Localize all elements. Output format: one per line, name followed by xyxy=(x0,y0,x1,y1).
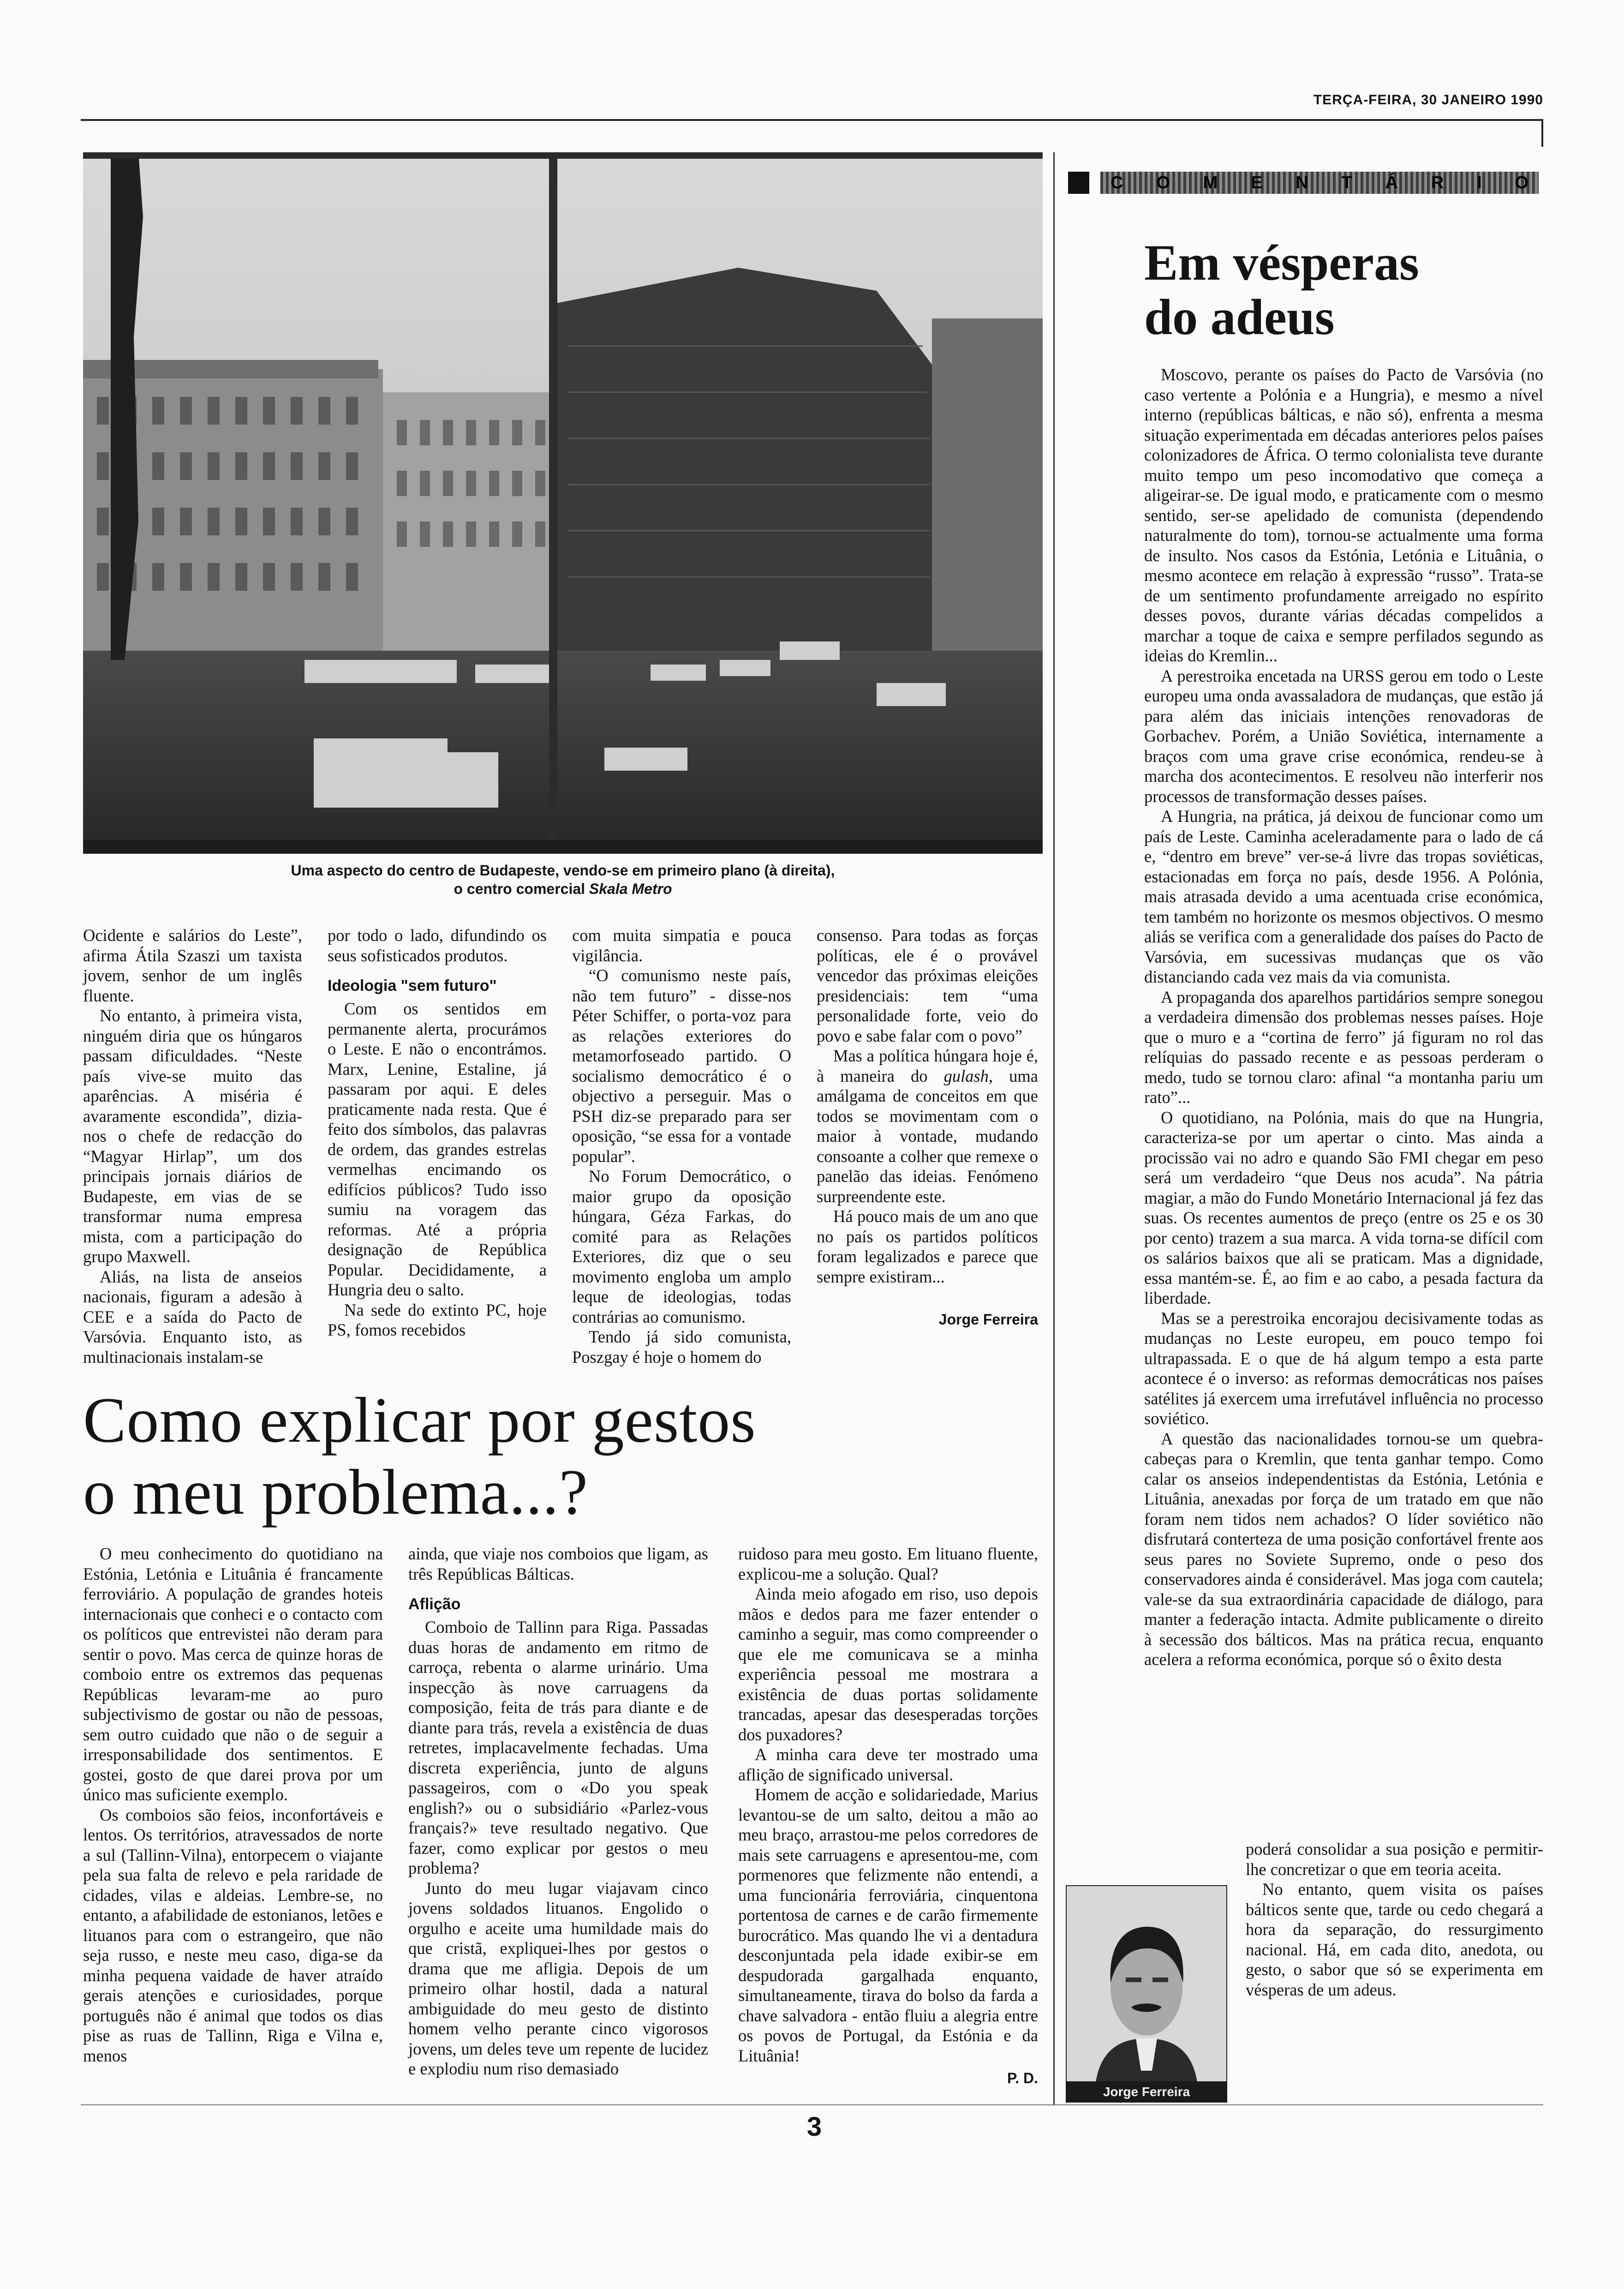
article2-headline xyxy=(83,1384,1052,1528)
article2-byline: P. D. xyxy=(1007,2070,1038,2086)
article2-headline-line1: Como explicar por gestos xyxy=(83,1384,756,1456)
commentary-p5: O quotidiano, na Polónia, mais do que na Hungria, caracteriza-se por um apertar o cinto. Mas ainda a procissão vai no adro e quando São FMI chegar em peso será um verdadeiro “que Deus nos acuda”. Na pátria magiar, a mão do Fundo Monetário Internacional já fez das suas. Os recentes aumentos de preço (entre os 25 e os 30 por cento) trazem a sua marca. A vida torna-se difícil com os salários baixos que ali se praticam. Mas a dignidade, essa mantém-se. É, ao fim e ao cabo, a pesada factura da liberdade. xyxy=(1144,1108,1543,1307)
photo-caption xyxy=(83,861,1043,898)
banner-letter: O xyxy=(1515,173,1528,192)
article2-col1 xyxy=(83,1544,383,2066)
article2-col1-p2: Os comboios são feios, inconfortáveis e lentos. Os territórios, atravessados de norte a sul (Tallinn-Vilna), entorpecem o viajante pela sua falta de relevo e pela raridade de cidades, vilas e aldeias. Lembre-se, no entanto, a afabilidade de estonianos, letões e lituanos para com o estrangeiro, que não seja russo, e neste meu caso, diga-se da minha pequena vaidade de haver atraído gerais atenções e curiosidades, porque português não é animal que todos os dias pise as ruas de Tallinn, Riga e Vilna e, menos xyxy=(83,1805,383,2065)
commentary-p2: A perestroika encetada na URSS gerou em todo o Leste europeu uma onda avassaladora de mudanças, que estão já para além das iniciais intenções renovadoras de Gorbachev. Porém, a União Soviética, internamente a braços com uma grave crise económica, rendeu-se à marcha dos acontecimentos. E resolveu não interferir nos processos de transformação desses países. xyxy=(1144,666,1543,806)
banner-letter: C xyxy=(1111,173,1123,192)
commentary-tail xyxy=(1246,1839,1543,2000)
commentary-p4: A propaganda dos aparelhos partidários sempre sonegou a verdadeira dimensão dos problemas nesses países. Hoje que o muro e a “cortina de ferro” já figuram no rol das relíquias do passado recente e as pessoas perderam o medo, tudo se tornou claro: afinal “a montanha pariu um rato”... xyxy=(1144,987,1543,1107)
caption-line-1: Uma aspecto do centro de Budapeste, vendo-se em primeiro plano (à direita), xyxy=(291,862,835,879)
article1-col2-intro: por todo o lado, difundindo os seus sofisticados produtos. xyxy=(328,926,547,965)
article2-headline-line2: o meu problema...? xyxy=(83,1456,588,1528)
article1-col1-p1: Ocidente e salários do Leste”, afirma Átila Szaszi um taxista jovem, senhor de um inglês fluente. xyxy=(83,926,302,1005)
commentary-headline-line2: do adeus xyxy=(1144,289,1335,345)
commentary-headline xyxy=(1144,235,1536,344)
budapest-photo xyxy=(83,152,1043,854)
commentary-p1: Moscovo, perante os países do Pacto de Varsóvia (no caso vertente a Polónia e a Hungria), e mesmo a nível interno (repúblicas bálticas, e não só), enfrenta a mesma situação experimentada em décadas anteriores pelos países colonizadores de África. O termo colonialista teve durante muito tempo um peso incomodativo que começa a aligeirar-se. De igual modo, e praticamente com o mesmo sentido, ser-se apelidado de comunista (dependendo naturalmente do tom), tornou-se actualmente uma forma de insulto. Nos casos da Estónia, Letónia e Lituânia, o mesmo acontece em relação à expressão “russo”. Trata-se de um sentimento profundamente arreigado no espírito desses povos, durante várias décadas compelidos a marchar a toque de caixa e sempre perfilados segundo as ideias do Kremlin... xyxy=(1144,365,1543,665)
banner-letter: O xyxy=(1156,173,1170,192)
issue-date: TERÇA-FEIRA, 30 JANEIRO 1990 xyxy=(1313,92,1543,108)
article1-col4-p2-post: , uma amálgama de conceitos em que todos se movimentam com o maior à vontade, mudando consoante a colher que remexe o panelão das ideias. Fenómeno surpreendente este. xyxy=(817,1066,1038,1206)
author-portrait-illustration xyxy=(1067,1886,1226,2101)
article1-col3 xyxy=(572,925,791,1367)
caption-place-name: Skala Metro xyxy=(589,881,672,897)
banner-letter: T xyxy=(1341,173,1352,192)
page-number: 3 xyxy=(806,2112,822,2142)
article1-col2-p2: Na sede do extinto PC, hoje PS, fomos recebidos xyxy=(328,1300,547,1339)
banner-letter: R xyxy=(1431,173,1444,192)
article2-col3-p3: Homem de acção e solidariedade, Marius levantou-se de um salto, deitou a mão ao meu braço, arrastou-me pelos corredores de mais sete carruagens e apresentou-me, com pormenores que felizmente não entendi, a uma funcionária ferroviária, cinquentona portentosa de carnes e de carão firmemente burocrático. Mas quando lhe vi a dentadura desconjuntada pela idade exibir-se em despudorada gargalhada enquanto, simultaneamente, tirava do bolso da farda a chave salvadora - então fluiu a alegria entre os povos de Portugal, da Estónia e da Lituânia! xyxy=(738,1785,1038,2065)
article1-col3-p2: No Forum Democrático, o maior grupo da oposição húngara, Géza Farkas, do comité para as Relações Exteriores, diz que o seu movimento engloba um amplo leque de ideologias, todas contrárias ao comunismo. xyxy=(572,1167,791,1326)
article1-col1-p3: Aliás, na lista de anseios nacionais, figuram a adesão à CEE e a saída do Pacto de Varsóvia. Enquanto isto, as multinacionais instalam-se xyxy=(83,1267,302,1366)
article2-col3-intro: ruidoso para meu gosto. Em lituano fluente, explicou-me a solução. Qual? xyxy=(738,1544,1038,1583)
article1-col4-p2-pre: Mas a política húngara hoje é, à maneira do xyxy=(817,1046,1038,1085)
commentary-tail-last: No entanto, quem visita os países bálticos sente que, tarde ou cedo chegará a hora da separação, do ressurgimento nacional. Há, em cada dito, anedota, ou gesto, o sabor que só se experimenta em vésperas de um adeus. xyxy=(1246,1880,1543,1999)
commentary-body xyxy=(1144,365,1543,1670)
article1-col4-p2-italic: gulash xyxy=(943,1066,989,1085)
author-portrait xyxy=(1066,1885,1227,2102)
article1-col2 xyxy=(328,925,547,1340)
article1-col4-p3: Há pouco mais de um ano que no país os partidos políticos foram legalizados e parece que sempre existiram... xyxy=(817,1207,1038,1286)
header-rule xyxy=(81,119,1543,121)
commentary-tail-intro: poderá consolidar a sua posição e permitir-lhe concretizar o que em teoria aceita. xyxy=(1246,1840,1543,1879)
article1-col3-intro: com muita simpatia e pouca vigilância. xyxy=(572,926,791,965)
article2-col1-p1: O meu conhecimento do quotidiano na Estónia, Letónia e Lituânia é francamente ferroviário. A população de grandes hoteis internacionais que conheci e o contacto com os políticos que entrevistei não deram para sentir o povo. Mas cerca de quinze horas de comboio entre os extremos das pequenas Repúblicas levaram-me ao puro subjectivismo de gostar ou não de pessoas, sem outro cuidado que não o de seguir a irresponsabilidade dos sentimentos. E gostei, gosto de que darei prova por um único mas suficiente exemplo. xyxy=(83,1544,383,1804)
commentary-banner-block xyxy=(1068,172,1089,194)
article2-subhead: Aflição xyxy=(408,1595,461,1613)
caption-line-2-text: o centro comercial xyxy=(454,881,589,897)
article1-byline: Jorge Ferreira xyxy=(938,1311,1038,1328)
banner-letter: M xyxy=(1203,173,1218,192)
article1-col4-intro: consenso. Para todas as forças políticas, ele é o provável vencedor das próximas eleições presidenciais: tem “uma personalidade forte, veio do povo e sabe falar com o povo” xyxy=(817,926,1038,1045)
footer-rule xyxy=(81,2104,1543,2105)
article2-col2-p1: Comboio de Tallinn para Riga. Passadas duas horas de andamento em ritmo de carroça, rebenta o alarme urinário. Uma inspecção às nove carruagens da composição, feita de trás para diante e de diante para trás, revela a existência de duas retretes, implacavelmente fechadas. Uma discreta experiência, junto de alguns passageiros, com o «Do you speak english?» ou o subsidiário «Parlez-vous français?» teve resultado negativo. Que fazer, como explicar por gestos o meu problema? xyxy=(408,1618,708,1877)
article1-col1 xyxy=(83,925,302,1367)
header-rule-end xyxy=(1541,119,1543,147)
banner-letter: E xyxy=(1251,173,1263,192)
article2-col3-p1: Ainda meio afogado em riso, uso depois mãos e dedos para me fazer entender o caminho a seguir, mas como compreender o que ele me comunicava se a minha experiência pessoal me mostrara a existência de duas portas solidamente trancadas, apesar das desesperadas torções dos puxadores? xyxy=(738,1584,1038,1744)
commentary-p6: Mas se a perestroika encorajou decisivamente todas as mudanças no Leste europeu, em pouco tempo foi ultrapassada. E o que de há algum tempo a esta parte acontece é o inverso: as reformas democráticas nos países satélites já exercem uma irrefutável influência no processo soviético. xyxy=(1144,1308,1543,1428)
commentary-divider xyxy=(1053,152,1055,2104)
article2-col3 xyxy=(738,1544,1038,2089)
article1-col4-p2 xyxy=(817,1046,1038,1206)
article1-subhead: Ideologia "sem futuro" xyxy=(328,977,497,995)
caption-line-2 xyxy=(83,880,1043,898)
commentary-p3: A Hungria, na prática, já deixou de funcionar como um país de Leste. Caminha aceleradamente para o lado de cá e, “dentro em breve” ver-se-á livre das tropas soviéticas, estacionadas em força no país, desde 1956. A Polónia, mais atrasada devido a uma acentuada crise económica, tem também no horizonte os mesmos objectivos. O mesmo aliás se verifica com a generalidade dos países do Pacto de Varsóvia, em sucessivas mudanças que os vão distanciando cada vez mais da via comunista. xyxy=(1144,807,1543,986)
banner-letter: N xyxy=(1296,173,1308,192)
commentary-headline-line1: Em vésperas xyxy=(1144,234,1419,291)
article1-col2-p1: Com os sentidos em permanente alerta, procurámos o Leste. E não o encontrámos. Marx, Lenine, Estaline, já passaram por aqui. E deles praticamente nada resta. Que é feito dos símbolos, das palavras de ordem, das grandes estrelas vermelhas encimando os edifícios públicos? Tudo isso sumiu na voragem das reformas. Até a própria designação de República Popular. Decididamente, a Hungria deu o salto. xyxy=(328,999,547,1299)
article1-col4 xyxy=(817,925,1038,1330)
article2-col2-intro: ainda, que viaje nos comboios que ligam, as três Repúblicas Bálticas. xyxy=(408,1544,708,1583)
article1-col3-p1: “O comunismo neste país, não tem futuro” - disse-nos Péter Schiffer, o porta-voz para as relações exteriores do metamorfoseado partido. O socialismo democrático é o objectivo a perseguir. Mas o PSH diz-se preparado para ser oposição, “se essa for a vontade popular”. xyxy=(572,966,791,1166)
article2-col2-p2: Junto do meu lugar viajavam cinco jovens soldados lituanos. Engolido o orgulho e aceite uma humildade mais do que cristã, expliquei-lhes por gestos o drama que me afligia. Depois de um primeiro olhar hostil, dada a natural ambiguidade do meu gesto de distinto homem velho perante cinco vigorosos jovens, um deles teve um repente de lucidez e explodiu num riso demasiado xyxy=(408,1878,708,2078)
article2-col2 xyxy=(408,1544,708,2079)
banner-letter: I xyxy=(1476,173,1482,192)
budapest-photo-illustration xyxy=(83,152,1043,854)
article2-col3-p2: A minha cara deve ter mostrado uma aflição de significado universal. xyxy=(738,1745,1038,1784)
article1-col1-p2: No entanto, à primeira vista, ninguém diria que os húngaros passam dificuldades. “Neste país vive-se muito das aparências. A miséria é avaramente escondida”, dizia-nos o chefe de redacção do “Magyar Hirlap”, um dos principais jornais diários de Budapeste, em vias de se transformar numa empresa mista, com a participação do grupo Maxwell. xyxy=(83,1006,302,1266)
commentary-banner-word xyxy=(1100,172,1539,194)
author-portrait-label: Jorge Ferreira xyxy=(1066,2081,1227,2103)
banner-letter: Á xyxy=(1385,173,1398,192)
commentary-p7: A questão das nacionalidades tornou-se um quebra-cabeças para o Kremlin, que tenta ganhar tempo. Como calar os anseios independentistas da Estónia, Letónia e Lituânia, anexadas por força de um tratado em que não foram nem tidos nem achados? O líder soviético não disfrutará conterteza de uma posição confortável frente aos seus pares no Soviete Supremo, onde o peso dos conservadores ainda é considerável. Mas joga com cautela; vale-se da sua extraordinária capacidade de diálogo, para manter a federação intacta. Admite publicamente o direito à secessão dos bálticos. Mas na prática recua, enquanto acelera a reforma económica, porque só o êxito desta xyxy=(1144,1429,1543,1669)
article1-col3-p3: Tendo já sido comunista, Poszgay é hoje o homem do xyxy=(572,1327,791,1366)
